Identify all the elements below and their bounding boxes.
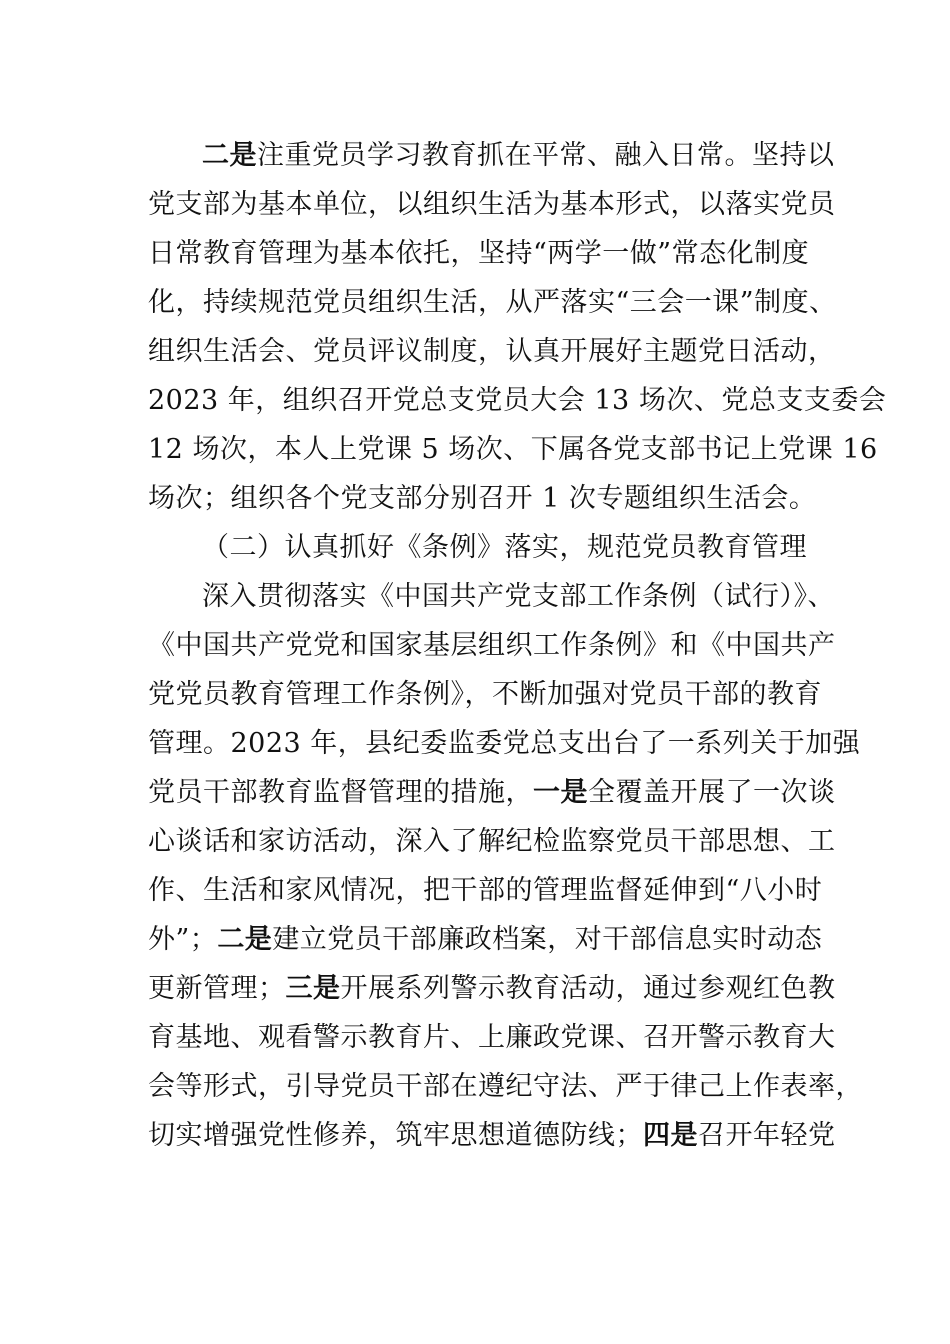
- text-run: 组织生活会、党员评议制度，认真开展好主题党日活动，: [148, 336, 836, 367]
- text-line: [148, 1021, 836, 1055]
- text-line: [148, 335, 836, 369]
- text-line: [148, 923, 823, 957]
- text-run: 更新管理；: [148, 973, 286, 1004]
- text-run: 会等形式，引导党员干部在遵纪守法、严于律己上作表率，: [148, 1071, 863, 1102]
- text-run: 《中国共产党党和国家基层组织工作条例》和《中国共产: [148, 630, 836, 661]
- text-line: [148, 1070, 863, 1104]
- text-run: 12 场次，本人上党课 5 场次、下属各党支部书记上党课 16: [148, 434, 878, 465]
- text-run: 党支部为基本单位，以组织生活为基本形式，以落实党员: [148, 189, 836, 220]
- text-run: 注重党员学习教育抓在平常、融入日常。坚持以: [257, 140, 835, 171]
- text-run: 深入贯彻落实《中国共产党支部工作条例（试行）》、: [202, 581, 835, 612]
- text-run: 全覆盖开展了一次谈: [588, 777, 836, 808]
- text-line: [148, 433, 878, 467]
- text-run: 开展系列警示教育活动，通过参观红色教: [340, 973, 836, 1004]
- text-line: [148, 776, 836, 810]
- text-line: [148, 482, 817, 516]
- text-run: 切实增强党性修养，筑牢思想道德防线；: [148, 1120, 643, 1151]
- text-line: [202, 580, 835, 614]
- text-run: 召开年轻党: [698, 1120, 836, 1151]
- text-line: [148, 1119, 836, 1153]
- text-run: 党党员教育管理工作条例》，不断加强对党员干部的教育: [148, 679, 822, 710]
- text-line: [148, 188, 836, 222]
- bold-marker: 三是: [285, 973, 341, 1004]
- text-run: 育基地、观看警示教育片、上廉政党课、召开警示教育大: [148, 1022, 836, 1053]
- bold-marker: 二是: [217, 924, 273, 955]
- text-run: 建立党员干部廉政档案，对干部信息实时动态: [272, 924, 823, 955]
- text-run: （二）认真抓好《条例》落实，规范党员教育管理: [202, 532, 807, 563]
- text-run: 场次；组织各个党支部分别召开 1 次专题组织生活会。: [148, 483, 817, 514]
- text-run: 外”；: [148, 924, 218, 955]
- text-line: [148, 825, 836, 859]
- text-run: 管理。2023 年，县纪委监委党总支出台了一系列关于加强: [148, 728, 861, 759]
- text-line: [202, 139, 835, 173]
- text-line: [148, 678, 822, 712]
- text-line: [148, 384, 887, 418]
- text-run: 2023 年，组织召开党总支党员大会 13 场次、党总支支委会: [148, 385, 887, 416]
- text-run: 化，持续规范党员组织生活，从严落实“三会一课”制度、: [148, 287, 837, 318]
- section-heading: [202, 531, 807, 565]
- text-line: [148, 286, 837, 320]
- text-line: [148, 237, 808, 271]
- text-line: [148, 629, 836, 663]
- bold-marker: 二是: [202, 140, 257, 171]
- text-run: 党员干部教育监督管理的措施，: [148, 777, 533, 808]
- bold-marker: 四是: [643, 1120, 698, 1151]
- text-line: [148, 972, 836, 1006]
- text-run: 作、生活和家风情况，把干部的管理监督延伸到“八小时: [148, 875, 823, 906]
- text-line: [148, 727, 861, 761]
- bold-marker: 一是: [533, 777, 588, 808]
- text-run: 心谈话和家访活动，深入了解纪检监察党员干部思想、工: [148, 826, 836, 857]
- text-line: [148, 874, 823, 908]
- text-run: 日常教育管理为基本依托，坚持“两学一做”常态化制度: [148, 238, 810, 269]
